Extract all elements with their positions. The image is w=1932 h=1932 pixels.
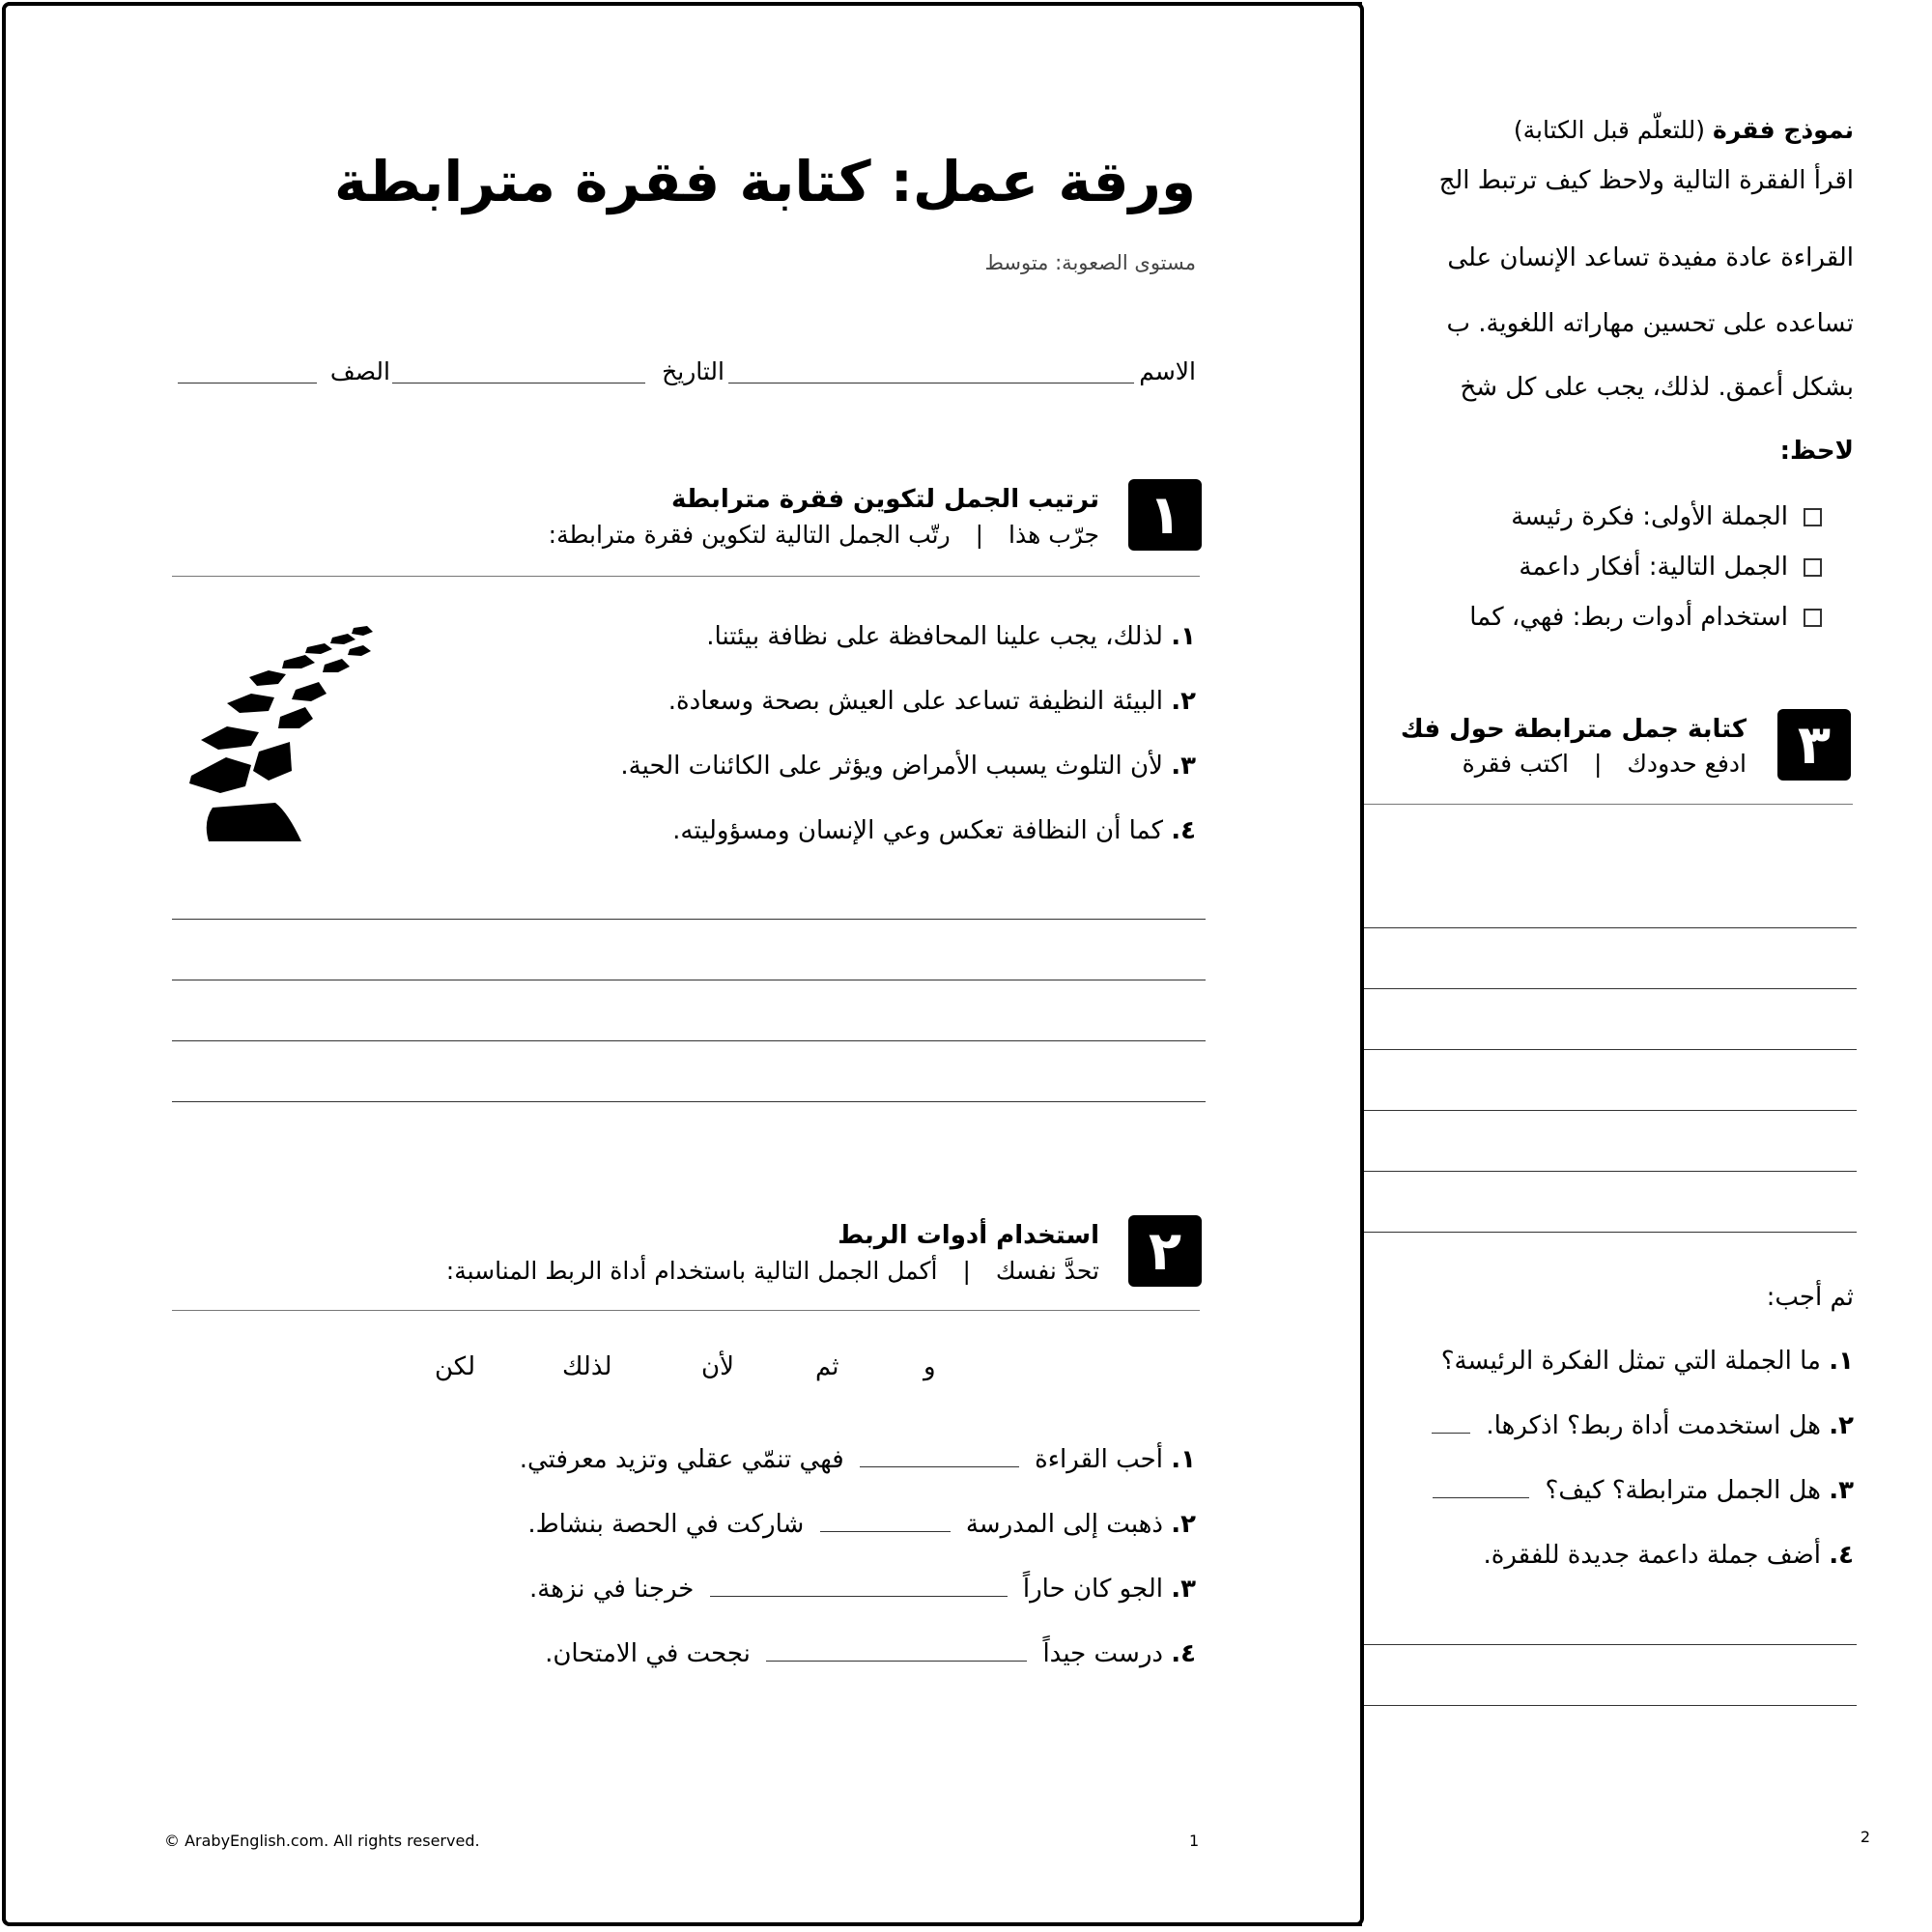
section-3-badge: ٣ xyxy=(1777,709,1851,781)
question-text: هل الجمل مترابطة؟ كيف؟ xyxy=(1545,1476,1821,1505)
item-text-after: نجحت في الامتحان. xyxy=(545,1639,751,1668)
item-number: ٢. xyxy=(1171,1510,1196,1539)
writing-line[interactable] xyxy=(1362,1049,1857,1050)
item-text-after: خرجنا في نزهة. xyxy=(528,1575,695,1604)
difficulty-level: مستوى الصعوبة: متوسط xyxy=(984,251,1196,274)
item-number: ٤. xyxy=(1171,816,1196,845)
item-text-before: ذهبت إلى المدرسة xyxy=(965,1510,1163,1539)
item-text-after: شاركت في الحصة بنشاط. xyxy=(527,1510,805,1539)
fill-in-item xyxy=(529,1575,1196,1604)
model-paragraph-line: تساعده على تحسين مهاراته اللغوية. ب xyxy=(1446,309,1854,338)
word-bank-item: و xyxy=(923,1352,936,1381)
question-number: ٤. xyxy=(1829,1541,1854,1570)
question-number: ١. xyxy=(1829,1347,1854,1376)
item-text: البيئة النظيفة تساعد على العيش بصحة وسعادة. xyxy=(668,687,1163,716)
model-heading-bold: نموذج فقرة xyxy=(1712,116,1854,144)
writing-line[interactable] xyxy=(172,1101,1206,1102)
item-number: ١. xyxy=(1171,1445,1196,1474)
item-text-before: درست جيداً xyxy=(1042,1639,1163,1668)
writing-line[interactable] xyxy=(1362,1705,1857,1706)
checklist-item[interactable] xyxy=(1469,603,1822,632)
page-title: ورقة عمل: كتابة فقرة مترابطة xyxy=(333,149,1196,214)
model-paragraph-line: بشكل أعمق. لذلك، يجب على كل شخ xyxy=(1460,373,1854,402)
date-field[interactable] xyxy=(392,383,645,384)
item-text: لذلك، يجب علينا المحافظة على نظافة بيئتنا. xyxy=(706,622,1163,651)
item-text-before: أحب القراءة xyxy=(1035,1445,1163,1474)
question-item xyxy=(1433,1476,1854,1505)
section-2-rule xyxy=(172,1310,1200,1311)
section-2-tag: تحدَّ نفسك xyxy=(995,1257,1099,1285)
section-1-title: ترتيب الجمل لتكوين فقرة مترابطة xyxy=(671,485,1099,514)
section-2-badge: ٢ xyxy=(1128,1215,1202,1287)
model-intro: اقرأ الفقرة التالية ولاحظ كيف ترتبط الج xyxy=(1438,166,1854,195)
question-number: ٣. xyxy=(1829,1476,1854,1505)
question-text: أضف جملة داعمة جديدة للفقرة. xyxy=(1483,1541,1821,1570)
list-item xyxy=(706,622,1196,651)
section-2-instruction: أكمل الجمل التالية باستخدام أداة الربط المناسبة: xyxy=(445,1257,938,1285)
fill-in-item xyxy=(527,1510,1196,1539)
section-2-subtitle xyxy=(446,1257,1099,1285)
section-1-rule xyxy=(172,576,1200,577)
answer-label: ثم أجب: xyxy=(1766,1283,1854,1312)
page-number: 2 xyxy=(1860,1828,1870,1846)
answer-blank[interactable] xyxy=(1432,1413,1470,1434)
question-text: ما الجملة التي تمثل الفكرة الرئيسة؟ xyxy=(1440,1347,1821,1376)
page-number: 1 xyxy=(1189,1832,1200,1850)
checkbox[interactable] xyxy=(1804,508,1822,526)
date-label: التاريخ xyxy=(662,357,724,385)
model-heading-note: (للتعلّم قبل الكتابة) xyxy=(1513,116,1705,144)
list-item xyxy=(668,687,1196,716)
checklist-item[interactable] xyxy=(1519,553,1822,582)
question-item xyxy=(1441,1347,1854,1376)
section-2-title: استخدام أدوات الربط xyxy=(838,1221,1099,1250)
fill-in-item xyxy=(520,1445,1196,1474)
section-3-subtitle xyxy=(1463,750,1747,778)
item-text-before: الجو كان حاراً xyxy=(1022,1575,1163,1604)
worksheet-page-1 xyxy=(2,2,1364,1926)
word-bank-item: ثم xyxy=(815,1352,839,1381)
checklist-label: استخدام أدوات ربط: فهي، كما xyxy=(1469,603,1788,632)
answer-blank[interactable] xyxy=(820,1512,951,1532)
section-1-instruction: رتّب الجمل التالية لتكوين فقرة مترابطة: xyxy=(548,521,951,549)
item-text-after: فهي تنمّي عقلي وتزيد معرفتي. xyxy=(519,1445,844,1474)
separator: | xyxy=(1593,750,1603,778)
item-text: كما أن النظافة تعكس وعي الإنسان ومسؤوليته. xyxy=(672,816,1163,845)
answer-blank[interactable] xyxy=(1433,1478,1529,1498)
checklist-item[interactable] xyxy=(1511,502,1822,531)
name-label: الاسم xyxy=(1139,357,1196,385)
writing-line[interactable] xyxy=(172,919,1206,920)
model-heading xyxy=(1514,116,1854,144)
section-1-subtitle xyxy=(549,521,1099,549)
item-number: ٤. xyxy=(1171,1639,1196,1668)
checklist-label: الجملة الأولى: فكرة رئيسة xyxy=(1511,502,1788,531)
question-text: هل استخدمت أداة ربط؟ اذكرها. xyxy=(1486,1411,1821,1440)
section-3-title: كتابة جمل مترابطة حول فك xyxy=(1400,715,1747,744)
word-bank-item: لأن xyxy=(701,1352,734,1381)
item-text: لأن التلوث يسبب الأمراض ويؤثر على الكائنات الحية. xyxy=(620,752,1163,781)
checklist-label: الجمل التالية: أفكار داعمة xyxy=(1519,553,1788,582)
fill-in-item xyxy=(545,1639,1196,1668)
copyright-footer: © ArabyEnglish.com. All rights reserved. xyxy=(164,1832,480,1850)
writing-line[interactable] xyxy=(1362,1171,1857,1172)
worksheet-page-2 xyxy=(1362,2,1926,1926)
writing-line[interactable] xyxy=(1362,927,1857,928)
class-field[interactable] xyxy=(178,383,317,384)
checkbox[interactable] xyxy=(1804,609,1822,627)
writing-line[interactable] xyxy=(172,1040,1206,1041)
question-item xyxy=(1483,1541,1854,1570)
item-number: ٣. xyxy=(1171,1575,1196,1604)
separator: | xyxy=(962,1257,971,1285)
writing-line[interactable] xyxy=(1362,1232,1857,1233)
answer-blank[interactable] xyxy=(766,1641,1027,1662)
model-paragraph-line: القراءة عادة مفيدة تساعد الإنسان على xyxy=(1447,243,1854,272)
item-number: ١. xyxy=(1171,622,1196,651)
stepping-stones-icon xyxy=(184,624,396,846)
question-item xyxy=(1432,1411,1854,1440)
answer-blank[interactable] xyxy=(710,1577,1008,1597)
section-3-instruction: اكتب فقرة xyxy=(1462,750,1569,778)
item-number: ٣. xyxy=(1171,752,1196,781)
answer-blank[interactable] xyxy=(860,1447,1019,1467)
word-bank-item: لكن xyxy=(435,1352,476,1381)
writing-line[interactable] xyxy=(1362,988,1857,989)
section-1-badge: ١ xyxy=(1128,479,1202,551)
section-1-tag: جرّب هذا xyxy=(1009,521,1099,549)
class-label: الصف xyxy=(329,357,390,385)
question-number: ٢. xyxy=(1829,1411,1854,1440)
list-item xyxy=(620,752,1196,781)
separator: | xyxy=(975,521,984,549)
writing-line[interactable] xyxy=(1362,1110,1857,1111)
notice-label: لاحظ: xyxy=(1779,437,1854,466)
item-number: ٢. xyxy=(1171,687,1196,716)
name-field[interactable] xyxy=(728,383,1134,384)
writing-line[interactable] xyxy=(1362,1644,1857,1645)
list-item xyxy=(672,816,1196,845)
word-bank-item: لذلك xyxy=(562,1352,612,1381)
section-3-rule xyxy=(1362,804,1853,805)
checkbox[interactable] xyxy=(1804,558,1822,577)
section-3-tag: ادفع حدودك xyxy=(1627,750,1747,778)
